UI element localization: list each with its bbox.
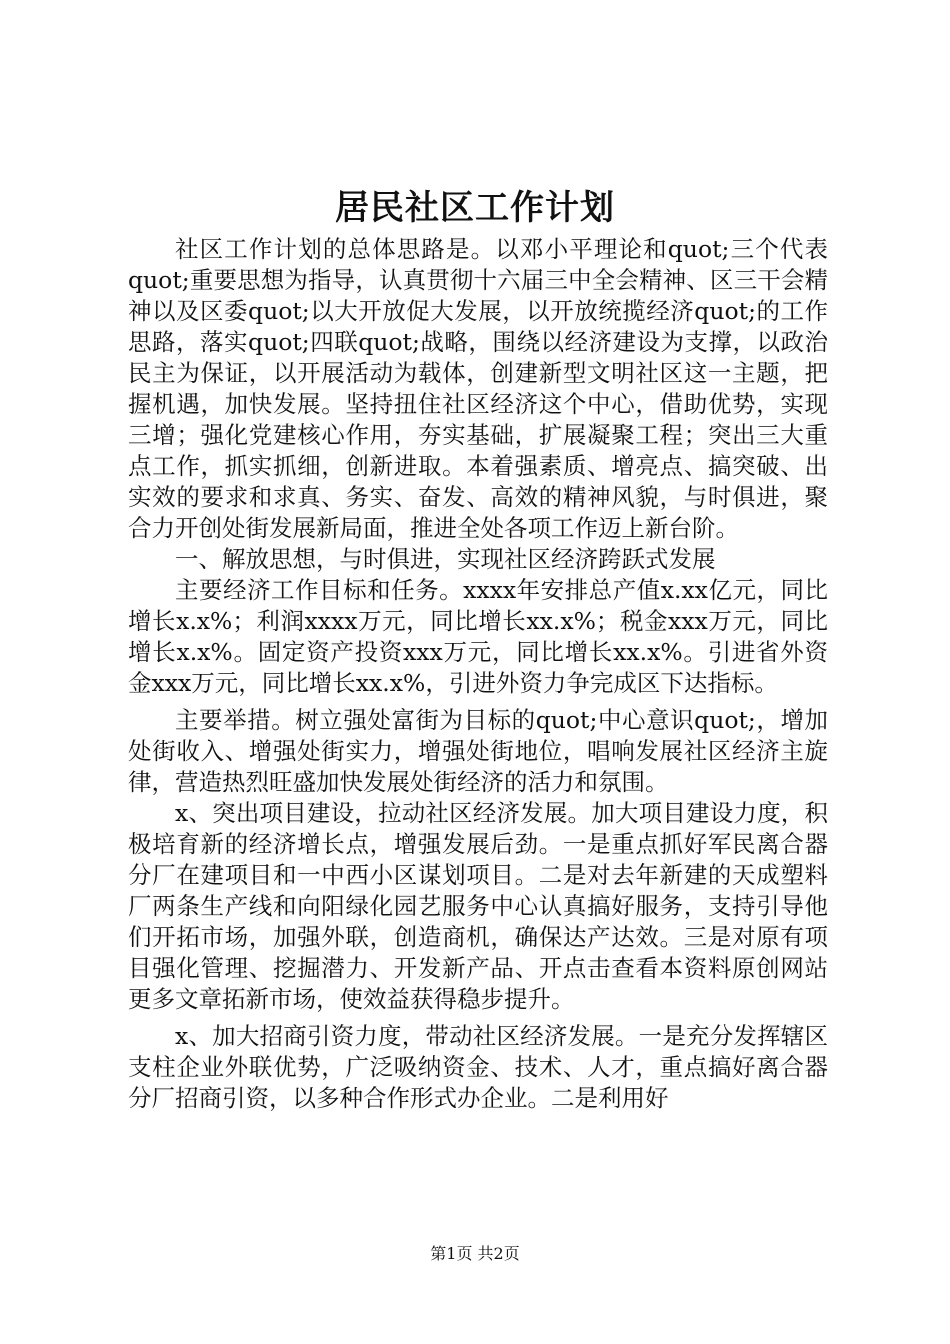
paragraph-overview: 社区工作计划的总体思路是。以邓小平理论和quot;三个代表quot;重要思想为指导，认真贯彻十六届三中全会精神、区三干会精神以及区委quot;以大开放促大发展，以开放统揽经济quot;的工作思路，落实quot;四联quot;战略，围绕以经济建设为支撑，以政治民主为保证，以开展活动为载体，创建新型文明社区这一主题，把握机遇，加快发展。坚持扭住社区经济这个中心，借助优势，实现三增；强化党建核心作用，夯实基础，扩展凝聚工程；突出三大重点工作，抓实抓细，创新进取。本着强素质、增亮点、搞突破、出实效的要求和求真、务实、奋发、高效的精神风貌，与时俱进，聚合力开创处街发展新局面，推进全处各项工作迈上新台阶。 bbox=[128, 235, 828, 542]
paragraph-projects: x、突出项目建设，拉动社区经济发展。加大项目建设力度，积极培育新的经济增长点，增强发展后劲。一是重点抓好军民离合器分厂在建项目和一中西小区谋划项目。二是对去年新建的天成塑料厂两条生产线和向阳绿化园艺服务中心认真搞好服务，支持引导他们开拓市场，加强外联，创造商机，确保达产达效。三是对原有项目强化管理、挖掘潜力、开发新产品、开点击查看本资料原创网站更多文章拓新市场，使效益获得稳步提升。 bbox=[128, 799, 828, 1013]
paragraph-investment: x、加大招商引资力度，带动社区经济发展。一是充分发挥辖区支柱企业外联优势，广泛吸纳资金、技术、人才，重点搞好离合器分厂招商引资，以多种合作形式办企业。二是利用好 bbox=[128, 1022, 828, 1112]
document-title: 居民社区工作计划 bbox=[335, 188, 615, 228]
document-body bbox=[128, 234, 828, 1114]
paragraph-targets: 主要经济工作目标和任务。xxxx年安排总产值x.xx亿元，同比增长x.x%；利润xxxx万元，同比增长xx.x%；税金xxx万元，同比增长x.x%。固定资产投资xxx万元，同比增长xx.x%。引进省外资金xxx万元，同比增长xx.x%，引进外资力争完成区下达指标。 bbox=[128, 576, 828, 697]
paragraph-measures: 主要举措。树立强处富街为目标的quot;中心意识quot;，增加处街收入、增强处街实力，增强处街地位，唱响发展社区经济主旋律，营造热烈旺盛加快发展处街经济的活力和氛围。 bbox=[128, 706, 828, 796]
section-heading-1: 一、解放思想，与时俱进，实现社区经济跨跃式发展 bbox=[175, 545, 716, 573]
page-footer: 第1页 共2页 bbox=[430, 1244, 520, 1263]
